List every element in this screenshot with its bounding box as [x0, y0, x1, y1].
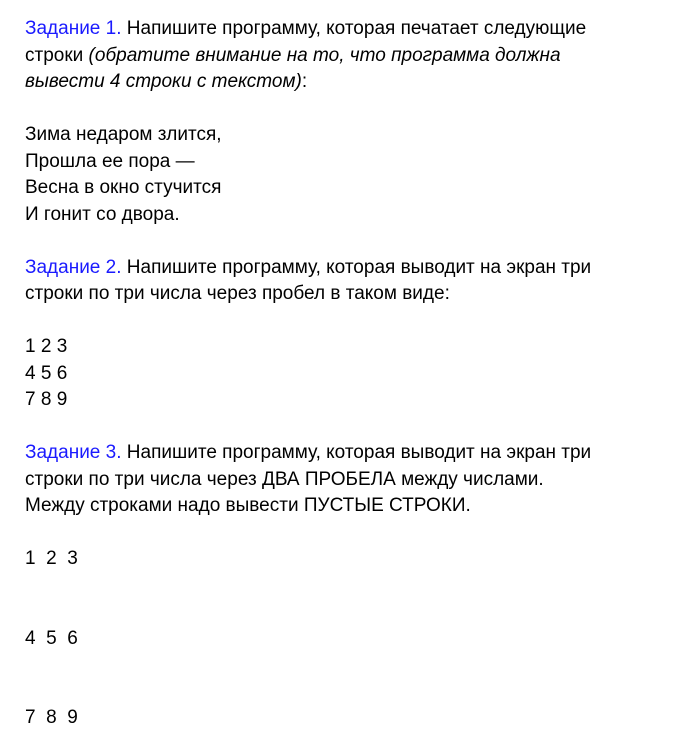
poem-line: Весна в окно стучится	[25, 177, 222, 198]
task1-line1-text: Напишите программу, которая печатает следующие	[121, 18, 587, 39]
blank-line	[25, 414, 685, 441]
task2-line1	[25, 255, 685, 282]
task3-line3: Между строками надо вывести ПУСТЫЕ СТРОКИ.	[25, 495, 471, 516]
task1-label: Задание 1.	[25, 18, 122, 39]
blank-line	[25, 228, 685, 255]
task1-line3-italic: вывести 4 строки с текстом)	[25, 71, 302, 92]
task3-line1	[25, 440, 685, 467]
document	[25, 16, 685, 732]
number-row-spaced: 4 5 6	[25, 627, 78, 649]
task1-line2	[25, 43, 685, 70]
task3-label: Задание 3.	[25, 442, 122, 463]
poem-line: Прошла ее пора —	[25, 150, 195, 172]
task2-line1-text: Напишите программу, которая выводит на экран три	[121, 256, 592, 278]
task1-line3-tail: :	[301, 71, 308, 92]
number-row: 7 8 9	[25, 389, 68, 410]
number-row-spaced: 1 2 3	[25, 548, 78, 569]
task3-line1-text: Напишите программу, которая выводит на экран три	[121, 442, 592, 463]
task3-line2: строки по три числа через ДВА ПРОБЕЛА между числами.	[25, 468, 544, 490]
poem-line: И гонит со двора.	[25, 203, 180, 225]
task1-line3	[25, 69, 685, 96]
number-row: 1 2 3	[25, 336, 68, 357]
task1-line2-text: строки	[25, 44, 89, 66]
number-row: 4 5 6	[25, 362, 68, 384]
number-row-spaced: 7 8 9	[25, 707, 78, 728]
task2-line2: строки по три числа через пробел в таком виде:	[25, 283, 450, 304]
poem-line: Зима недаром злится,	[25, 124, 222, 145]
task1-line1	[25, 16, 685, 43]
task2-label: Задание 2.	[25, 256, 122, 278]
blank-line	[25, 520, 685, 547]
empty-output-lines	[25, 573, 685, 626]
empty-output-lines	[25, 652, 685, 705]
blank-line	[25, 308, 685, 335]
task1-line2-italic: (обратите внимание на то, что программа должна	[88, 44, 561, 66]
blank-line	[25, 96, 685, 123]
